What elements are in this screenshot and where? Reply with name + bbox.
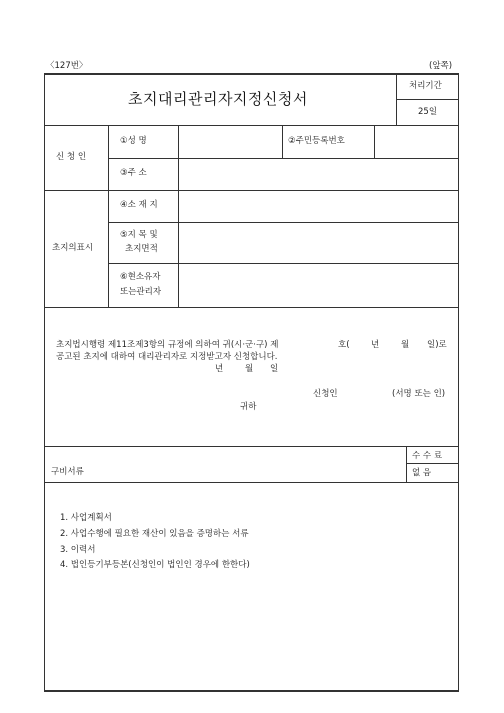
- fee-value: 없 음: [412, 468, 432, 478]
- row-line: [108, 222, 458, 223]
- statement-number-suffix: 호(: [338, 340, 350, 350]
- land-category-label: ⑤지 목 및: [120, 230, 158, 240]
- col-line: [178, 125, 179, 190]
- col-line: [108, 125, 109, 190]
- statement-year: 년: [371, 340, 380, 350]
- land-section-label: 초지의표시: [52, 243, 94, 253]
- applicant-signature-label: 신청인: [313, 389, 338, 399]
- date-day: 일: [270, 364, 279, 374]
- page-side-label: (앞쪽): [429, 61, 453, 71]
- fee-divider: [406, 446, 407, 482]
- land-area-label: 초지면적: [125, 244, 158, 254]
- col-line: [108, 190, 109, 307]
- required-documents-label: 구비서류: [51, 467, 84, 477]
- document-item: 3. 이력서: [60, 545, 96, 555]
- processing-period-label: 처리기간: [409, 81, 442, 91]
- col-line: [178, 190, 179, 307]
- date-month: 월: [245, 364, 254, 374]
- col-line: [374, 125, 375, 158]
- row-line: [44, 446, 458, 447]
- fee-divider-h: [406, 463, 458, 464]
- statement-day: 일)로: [427, 340, 447, 350]
- form-bottom-border: [44, 690, 459, 692]
- name-label: ①성 명: [120, 136, 147, 146]
- statement-line-1: 초지법시행령 제11조제3항의 규정에 의하여 귀(시·군·구) 제: [56, 340, 279, 350]
- row-line: [44, 190, 458, 191]
- signature-note: (서명 또는 인): [392, 389, 446, 399]
- statement-month: 월: [401, 340, 410, 350]
- form-left-border: [44, 73, 45, 691]
- processing-divider-h: [396, 99, 458, 100]
- date-year: 년: [215, 364, 224, 374]
- document-title: 초지대리관리자지정신청서: [128, 90, 308, 108]
- row-line: [44, 307, 458, 308]
- processing-period-value: 25일: [418, 107, 438, 117]
- row-line: [44, 125, 458, 126]
- row-line: [108, 263, 458, 264]
- col-line: [282, 125, 283, 158]
- document-item: 2. 사업수행에 필요한 재산이 있음을 증명하는 서류: [60, 529, 249, 539]
- applicant-section-label: 신 청 인: [56, 152, 87, 162]
- address-label: ③주 소: [120, 168, 147, 178]
- document-item: 1. 사업계획서: [60, 513, 112, 523]
- form-number: 〈127번〉: [46, 61, 88, 71]
- owner-label: ⑥현소유자: [120, 272, 161, 282]
- resident-number-label: ②주민등록번호: [288, 136, 345, 146]
- statement-line-2: 공고된 초지에 대하여 대리관리자로 지정받고자 신청합니다.: [56, 352, 278, 362]
- manager-label: 또는관리자: [120, 287, 162, 297]
- document-item: 4. 법인등기부등본(신청인이 법인인 경우에 한한다): [60, 560, 250, 570]
- fee-label: 수 수 료: [412, 451, 443, 461]
- location-label: ④소 재 지: [120, 200, 158, 210]
- form-right-border: [458, 73, 459, 691]
- row-line: [44, 482, 458, 483]
- row-line: [108, 158, 458, 159]
- addressee: 귀하: [240, 402, 257, 412]
